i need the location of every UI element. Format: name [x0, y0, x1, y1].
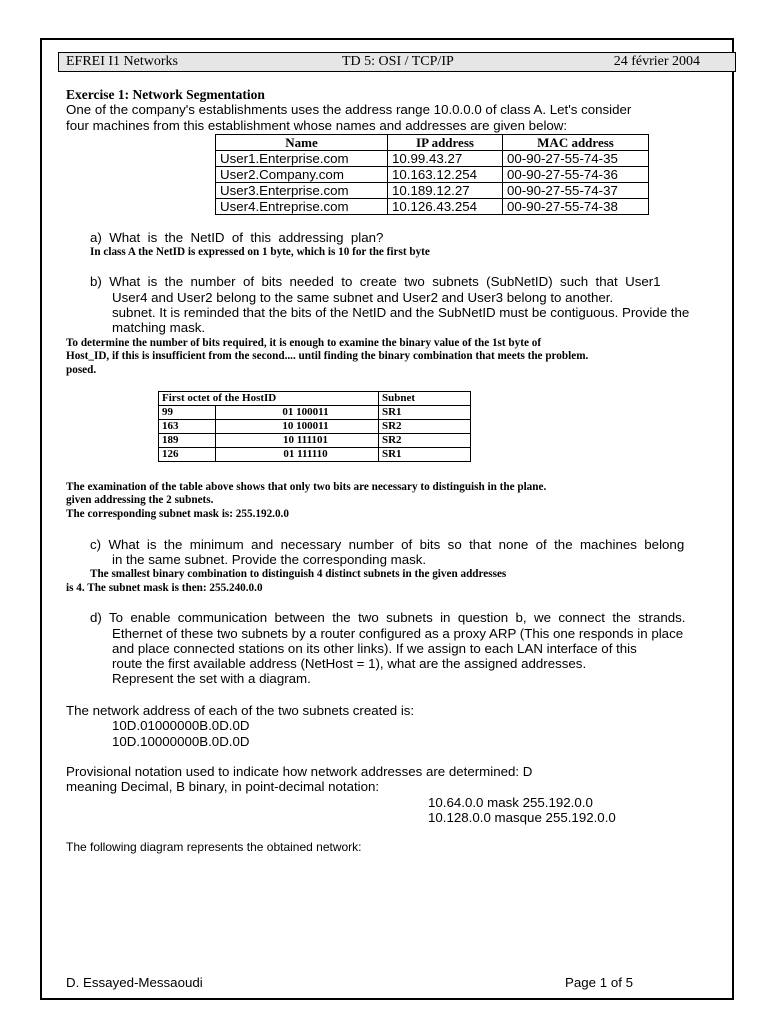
cell-name: User2.Company.com [216, 167, 388, 183]
answer-b-2: Host_ID, if this is insufficient from the second.... until finding the binary combination that meets the problem. [66, 350, 589, 362]
cell-octet: 189 [159, 434, 216, 448]
cell-binary: 01 111110 [216, 448, 379, 462]
table-row [159, 406, 471, 420]
col-host-octet-header: First octet of the HostID [159, 392, 379, 406]
notation-2: meaning Decimal, B binary, in point-decimal notation: [66, 779, 380, 794]
question-d-3: and place connected stations on its other links). If we assign to each LAN interface of this [112, 641, 637, 656]
header-date: 24 février 2004 [613, 54, 700, 69]
cell-subnet: SR2 [379, 434, 471, 448]
cell-ip: 10.99.43.27 [388, 151, 503, 167]
binary-table [158, 391, 471, 462]
question-b-1: b) What is the number of bits needed to create two subnets (SubNetID) such that User1 [90, 274, 661, 289]
question-d-5: Represent the set with a diagram. [112, 671, 311, 686]
cell-mac: 00-90-27-55-74-35 [503, 151, 649, 167]
table-row [159, 434, 471, 448]
table-header-row [216, 135, 649, 151]
header-title: TD 5: OSI / TCP/IP [342, 54, 454, 69]
page-header [58, 52, 736, 72]
question-b-4: matching mask. [112, 320, 206, 335]
col-ip-header: IP address [388, 135, 503, 151]
col-name-header: Name [216, 135, 388, 151]
cell-octet: 163 [159, 420, 216, 434]
notation-1: Provisional notation used to indicate how network addresses are determined: D [66, 764, 533, 779]
question-d-2: Ethernet of these two subnets by a router configured as a proxy ARP (This one responds in place [112, 626, 684, 641]
cell-subnet: SR2 [379, 420, 471, 434]
conclusion-1: The examination of the table above shows that only two bits are necessary to distinguish in the plane. [66, 481, 547, 493]
table-row [159, 420, 471, 434]
question-d-4: route the first available address (NetHost = 1), what are the assigned addresses. [112, 656, 587, 671]
conclusion-2: given addressing the 2 subnets. [66, 494, 214, 506]
question-b-2: User4 and User2 belong to the same subnet and User2 and User3 belong to another. [112, 290, 614, 305]
exercise-title: Exercise 1: Network Segmentation [66, 87, 265, 102]
question-c-1: c) What is the minimum and necessary number of bits so that none of the machines belong [90, 537, 685, 552]
cell-subnet: SR1 [379, 448, 471, 462]
cell-subnet: SR1 [379, 406, 471, 420]
cell-name: User1.Enterprise.com [216, 151, 388, 167]
mask-line-2: 10.128.0.0 masque 255.192.0.0 [428, 810, 616, 825]
question-c-2: in the same subnet. Provide the corresponding mask. [112, 552, 427, 567]
table-row [216, 183, 649, 199]
table-row [216, 151, 649, 167]
answer-c-1: The smallest binary combination to distinguish 4 distinct subnets in the given addresses [90, 568, 507, 580]
conclusion-3: The corresponding subnet mask is: 255.192.0.0 [66, 508, 289, 520]
footer-page: Page 1 of 5 [565, 975, 634, 990]
question-b-3: subnet. It is reminded that the bits of the NetID and the SubNetID must be contiguous. Provide the [112, 305, 690, 320]
cell-ip: 10.163.12.254 [388, 167, 503, 183]
answer-a: In class A the NetID is expressed on 1 byte, which is 10 for the first byte [90, 246, 430, 258]
binary-table-header [159, 392, 471, 406]
answer-b-3: posed. [66, 364, 97, 376]
answer-b-1: To determine the number of bits required, it is enough to examine the binary value of the 1st byte of [66, 337, 542, 349]
table-row [216, 167, 649, 183]
cell-octet: 126 [159, 448, 216, 462]
exercise-intro-1: One of the company's establishments uses the address range 10.0.0.0 of class A. Let's consider [66, 102, 632, 117]
cell-mac: 00-90-27-55-74-36 [503, 167, 649, 183]
table-row [216, 199, 649, 215]
cell-binary: 01 100011 [216, 406, 379, 420]
network-intro: The network address of each of the two subnets created is: [66, 703, 415, 718]
cell-mac: 00-90-27-55-74-37 [503, 183, 649, 199]
machines-table [215, 134, 649, 215]
cell-name: User3.Enterprise.com [216, 183, 388, 199]
mask-line-1: 10.64.0.0 mask 255.192.0.0 [428, 795, 593, 810]
question-a: a) What is the NetID of this addressing plan? [90, 230, 384, 245]
answer-c-2: is 4. The subnet mask is then: 255.240.0.0 [66, 582, 263, 594]
cell-name: User4.Entreprise.com [216, 199, 388, 215]
col-subnet-header: Subnet [379, 392, 471, 406]
exercise-intro-2: four machines from this establishment whose names and addresses are given below: [66, 118, 568, 133]
col-mac-header: MAC address [503, 135, 649, 151]
cell-binary: 10 100011 [216, 420, 379, 434]
cell-mac: 00-90-27-55-74-38 [503, 199, 649, 215]
footer-author: D. Essayed-Messaoudi [66, 975, 203, 990]
cell-ip: 10.126.43.254 [388, 199, 503, 215]
network-address-1: 10D.01000000B.0D.0D [112, 718, 250, 733]
cell-binary: 10 111101 [216, 434, 379, 448]
diagram-intro: The following diagram represents the obtained network: [66, 840, 362, 854]
cell-octet: 99 [159, 406, 216, 420]
table-row [159, 448, 471, 462]
header-course: EFREI I1 Networks [66, 54, 178, 69]
cell-ip: 10.189.12.27 [388, 183, 503, 199]
network-address-2: 10D.10000000B.0D.0D [112, 734, 250, 749]
question-d-1: d) To enable communication between the two subnets in question b, we connect the strands. [90, 610, 686, 625]
